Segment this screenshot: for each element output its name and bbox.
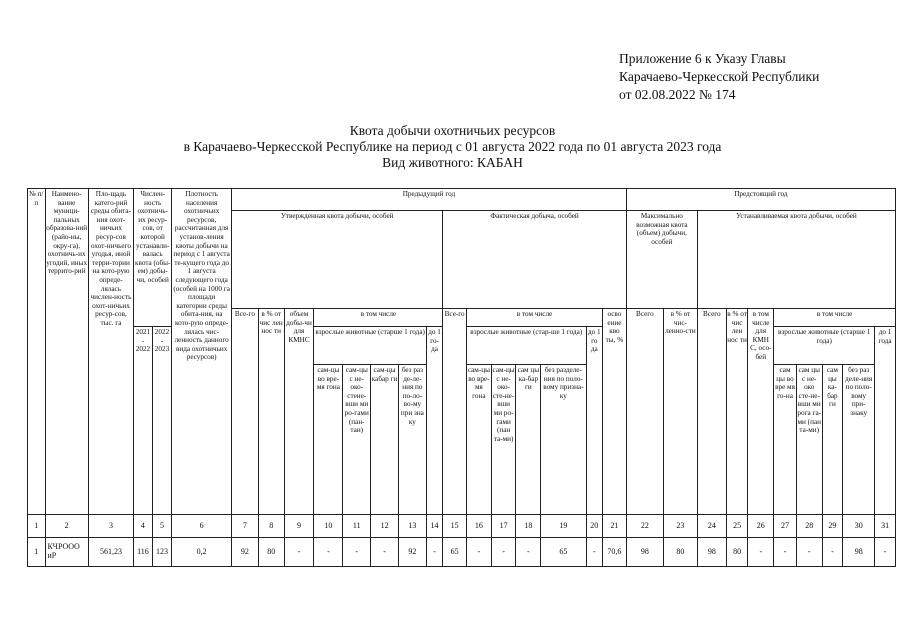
table-cell: 561,23	[88, 538, 133, 567]
column-number: 5	[152, 515, 172, 538]
hdr-num: № п/п	[28, 189, 46, 515]
hdr-max-quota: Максимально возможная квота (объем) добычи, особей	[626, 211, 697, 309]
table-cell: -	[314, 538, 343, 567]
column-number: 13	[398, 515, 426, 538]
hdr-set-males-kabar: сам цы ка-бар ги	[822, 365, 843, 515]
hdr-max-pct: в % от чис-ленно-сти	[663, 309, 697, 515]
column-number: 1	[28, 515, 46, 538]
hdr-kmns: объем добы-чи для КМНС	[284, 309, 314, 515]
column-number: 20	[586, 515, 602, 538]
hdr-set-incl: в том числе	[774, 309, 896, 327]
column-number: 10	[314, 515, 343, 538]
hdr-year-1: 2021 - 2022	[134, 327, 153, 515]
table-cell: 80	[258, 538, 284, 567]
hdr-act-incl: в том числе	[467, 309, 603, 327]
table-cell: 65	[443, 538, 467, 567]
table-cell: -	[796, 538, 822, 567]
hdr-adults: взрослые животные (старше 1 года)	[314, 327, 426, 365]
table-cell: 80	[726, 538, 748, 567]
hdr-no-sex: без раз де-ле-ния по по-ло-во-му при зна ку	[398, 365, 426, 515]
table-cell: 80	[663, 538, 697, 567]
column-number: 19	[541, 515, 586, 538]
hdr-act-males-kabar: сам цы ка-бар ги	[516, 365, 541, 515]
column-number: 7	[232, 515, 259, 538]
column-number: 18	[516, 515, 541, 538]
column-number: 2	[45, 515, 88, 538]
hdr-set-kmns: в том числе для КМН С, осо-бей	[748, 309, 774, 515]
column-number: 27	[774, 515, 797, 538]
column-number: 28	[796, 515, 822, 538]
hdr-under1: до 1 го-да	[426, 327, 442, 515]
column-number: 31	[875, 515, 896, 538]
column-number: 11	[343, 515, 371, 538]
table-cell: 70,6	[603, 538, 627, 567]
hdr-act-under1: до 1 го да	[586, 327, 602, 515]
column-number: 21	[603, 515, 627, 538]
hdr-set-quota: Устанавливаемая квота добычи, особей	[697, 211, 895, 309]
column-number: 16	[467, 515, 492, 538]
column-number: 17	[491, 515, 516, 538]
hdr-act-pct: осво ение кво ты, %	[603, 309, 627, 515]
hdr-set-males-no-antlers: сам цы с не-око сте-не-вши ми рога га-ми (пан та-ми)	[796, 365, 822, 515]
hdr-act-total: Все-го	[443, 309, 467, 515]
appendix-line-1: Приложение 6 к Указу Главы	[619, 51, 786, 66]
hdr-set-under1: до 1 года	[875, 327, 896, 515]
column-number: 9	[284, 515, 314, 538]
column-number: 25	[726, 515, 748, 538]
hdr-max-total: Всего	[626, 309, 663, 515]
column-number: 26	[748, 515, 774, 538]
column-number: 24	[697, 515, 726, 538]
table-cell: -	[586, 538, 602, 567]
hdr-prev-year: Предыдущий год	[232, 189, 627, 211]
hdr-actual: Фактическая добыча, особей	[443, 211, 627, 309]
table-cell: -	[516, 538, 541, 567]
table-cell: -	[491, 538, 516, 567]
table-cell: 0,2	[172, 538, 232, 567]
column-number: 29	[822, 515, 843, 538]
table-cell: 116	[134, 538, 153, 567]
hdr-next-year: Предстоящий год	[626, 189, 895, 211]
column-number: 6	[172, 515, 232, 538]
hdr-males-kabar: сам-цы кабар ги	[371, 365, 399, 515]
table-cell: 92	[398, 538, 426, 567]
hdr-act-no-sex: без разделе-ния по поло-вому призна-ку	[541, 365, 586, 515]
table-row	[28, 538, 896, 567]
document-title	[0, 123, 905, 171]
column-number: 15	[443, 515, 467, 538]
hdr-approved-quota: Утвержденная квота добычи, особей	[232, 211, 443, 309]
hdr-year-2: 2022 - 2023	[152, 327, 172, 515]
hdr-set-no-sex: без раз деле-ния по поло-вому при-знаку	[843, 365, 875, 515]
table-cell: -	[284, 538, 314, 567]
title-line-2: в Карачаево-Черкесской Республике на период с 01 августа 2022 года по 01 августа 2023 года	[183, 139, 722, 154]
table-cell: КЧРООО иР	[45, 538, 88, 567]
column-number: 12	[371, 515, 399, 538]
table-cell: 98	[626, 538, 663, 567]
hdr-males-rut: сам-цы во вре-мя гона	[314, 365, 343, 515]
column-number: 8	[258, 515, 284, 538]
table-cell: 65	[541, 538, 586, 567]
table-cell: -	[774, 538, 797, 567]
table-cell: -	[822, 538, 843, 567]
hdr-area: Пло-щадь катего-рий среды обита-ния охот-ничьих ресур-сов охот-ничьего угодья, иной терри-тории на кото-рую опреде-лялась числен-ность охот-ничьих ресур-сов, тыс. га	[88, 189, 133, 515]
appendix-block	[619, 50, 819, 104]
hdr-act-males-no-antlers: сам-цы с не-око-сте-не-вши ми ро-гами (пан та-ми)	[491, 365, 516, 515]
table-cell: 92	[232, 538, 259, 567]
column-numbers-row	[28, 515, 896, 538]
table-cell: 1	[28, 538, 46, 567]
table-cell: -	[426, 538, 442, 567]
table-cell: -	[371, 538, 399, 567]
hdr-density: Плотность населения охотничьих ресурсов, рассчитанная для установ-ления квоты добычи на период с 1 августа те-кущего года до 1 августа следующего года (особей на 1000 га площади категории среды обита-ния, на кото-рую опреде-лялась чис-ленность данного вида охотничьих ресурсов)	[172, 189, 232, 515]
quota-table	[27, 188, 896, 567]
hdr-municipality: Наимено-вание муници-пальных образова-ний (райо-ны, окру-га), охотничь-их угодий, иных террито-рий	[45, 189, 88, 515]
hdr-act-males-rut: сам-цы во вре-мя гона	[467, 365, 492, 515]
hdr-pct-num: в % от чис лен нос ти	[258, 309, 284, 515]
table-cell: -	[343, 538, 371, 567]
hdr-set-males-rut: сам цы во вре мя го-на	[774, 365, 797, 515]
table-cell: -	[467, 538, 492, 567]
table-cell: -	[875, 538, 896, 567]
hdr-set-total: Всего	[697, 309, 726, 515]
hdr-incl: в том числе	[314, 309, 443, 327]
appendix-line-3: от 02.08.2022 № 174	[619, 87, 736, 102]
title-line-3: Вид животного: КАБАН	[382, 155, 523, 170]
data-body	[28, 538, 896, 567]
column-number: 30	[843, 515, 875, 538]
table-cell: 98	[843, 538, 875, 567]
column-number: 23	[663, 515, 697, 538]
appendix-line-2: Карачаево-Черкесской Республики	[619, 69, 820, 84]
table-cell: 98	[697, 538, 726, 567]
table-cell: -	[748, 538, 774, 567]
column-number: 3	[88, 515, 133, 538]
column-number: 22	[626, 515, 663, 538]
hdr-set-adults: взрослые животные (старше 1 года)	[774, 327, 875, 365]
hdr-population: Числен-ность охотничь-их ресур-сов, от которой устанавли-валась квота (обы-ем) добы-чи, особей	[134, 189, 172, 327]
title-line-1: Квота добычи охотничьих ресурсов	[349, 123, 556, 138]
hdr-set-pct: в % от чис лен нос ти	[726, 309, 748, 515]
hdr-males-no-antlers: сам-цы с не-око-стене-вши ми ро-гами (пан-таи)	[343, 365, 371, 515]
hdr-act-adults: взрослые животные (стар-ше 1 года)	[467, 327, 587, 365]
column-number: 4	[134, 515, 153, 538]
hdr-total: Все-го	[232, 309, 259, 515]
column-number: 14	[426, 515, 442, 538]
table-cell: 123	[152, 538, 172, 567]
